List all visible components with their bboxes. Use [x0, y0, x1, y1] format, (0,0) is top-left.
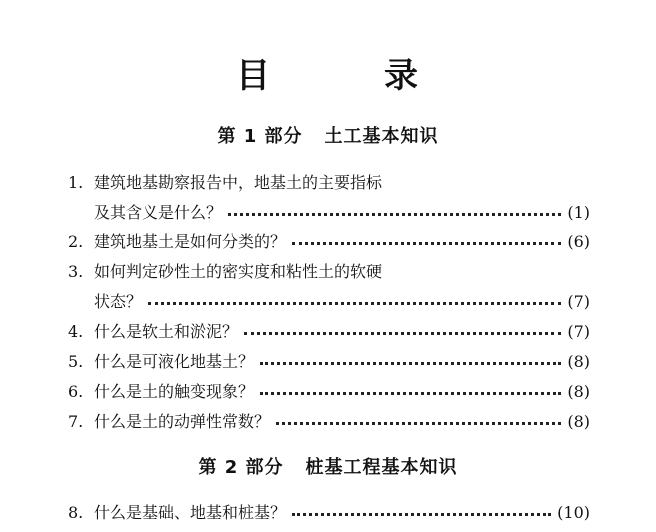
page-number: (8) — [567, 352, 590, 371]
page-number: (8) — [567, 382, 590, 401]
entry-title: 什么是土的动弹性常数？ — [94, 412, 271, 431]
toc-entry[interactable] — [68, 412, 590, 432]
page-number: (7) — [567, 292, 590, 311]
title-char-1: 目 — [236, 56, 270, 96]
page-number: (10) — [557, 503, 590, 522]
entry-title-continued: 及其含义是什么？ — [94, 203, 223, 222]
toc-title — [0, 56, 656, 100]
entry-index: 5. — [68, 352, 84, 371]
entry-index: 4. — [68, 322, 84, 341]
page-number: (7) — [567, 322, 590, 341]
dot-leader — [292, 242, 561, 245]
page-number: (6) — [567, 232, 590, 251]
section-name: 土工基本知识 — [324, 126, 439, 147]
toc-entry[interactable] — [68, 232, 590, 252]
entry-title: 什么是基础、地基和桩基？ — [94, 503, 287, 522]
toc-entry[interactable] — [68, 352, 590, 372]
entry-index: 6. — [68, 382, 84, 401]
toc-entry[interactable] — [68, 322, 590, 342]
entry-index: 7. — [68, 412, 84, 431]
title-char-2: 录 — [384, 56, 418, 96]
entry-title: 建筑地基土是如何分类的？ — [94, 232, 287, 251]
entry-title: 什么是可液化地基土？ — [94, 352, 255, 371]
section-name: 桩基工程基本知识 — [305, 457, 458, 478]
entry-title: 什么是软土和淤泥？ — [94, 322, 239, 341]
dot-leader — [292, 513, 551, 516]
section-number: 第 2 部分 — [198, 457, 284, 478]
entry-title: 什么是土的触变现象？ — [94, 382, 255, 401]
entry-index: 1. — [68, 173, 84, 192]
section-heading-1 — [0, 126, 656, 148]
dot-leader — [260, 362, 561, 365]
entry-title: 建筑地基勘察报告中，地基土的主要指标 — [94, 173, 383, 192]
dot-leader — [276, 422, 561, 425]
dot-leader — [260, 392, 561, 395]
entry-title: 如何判定砂性土的密实度和粘性土的软硬 — [94, 262, 383, 281]
toc-entry[interactable] — [68, 382, 590, 402]
toc-entry[interactable] — [68, 262, 590, 311]
entry-index: 2. — [68, 232, 84, 251]
entry-index: 3. — [68, 262, 84, 281]
dot-leader — [148, 302, 561, 305]
entry-title-continued: 状态？ — [94, 292, 143, 311]
toc-entry[interactable] — [68, 173, 590, 222]
entry-index: 8. — [68, 503, 84, 522]
page-number: (8) — [567, 412, 590, 431]
toc-entry[interactable] — [68, 503, 590, 523]
dot-leader — [244, 332, 561, 335]
section-number: 第 1 部分 — [217, 126, 303, 147]
section-heading-2 — [0, 457, 656, 479]
page-number: (1) — [567, 203, 590, 222]
dot-leader — [228, 213, 561, 216]
